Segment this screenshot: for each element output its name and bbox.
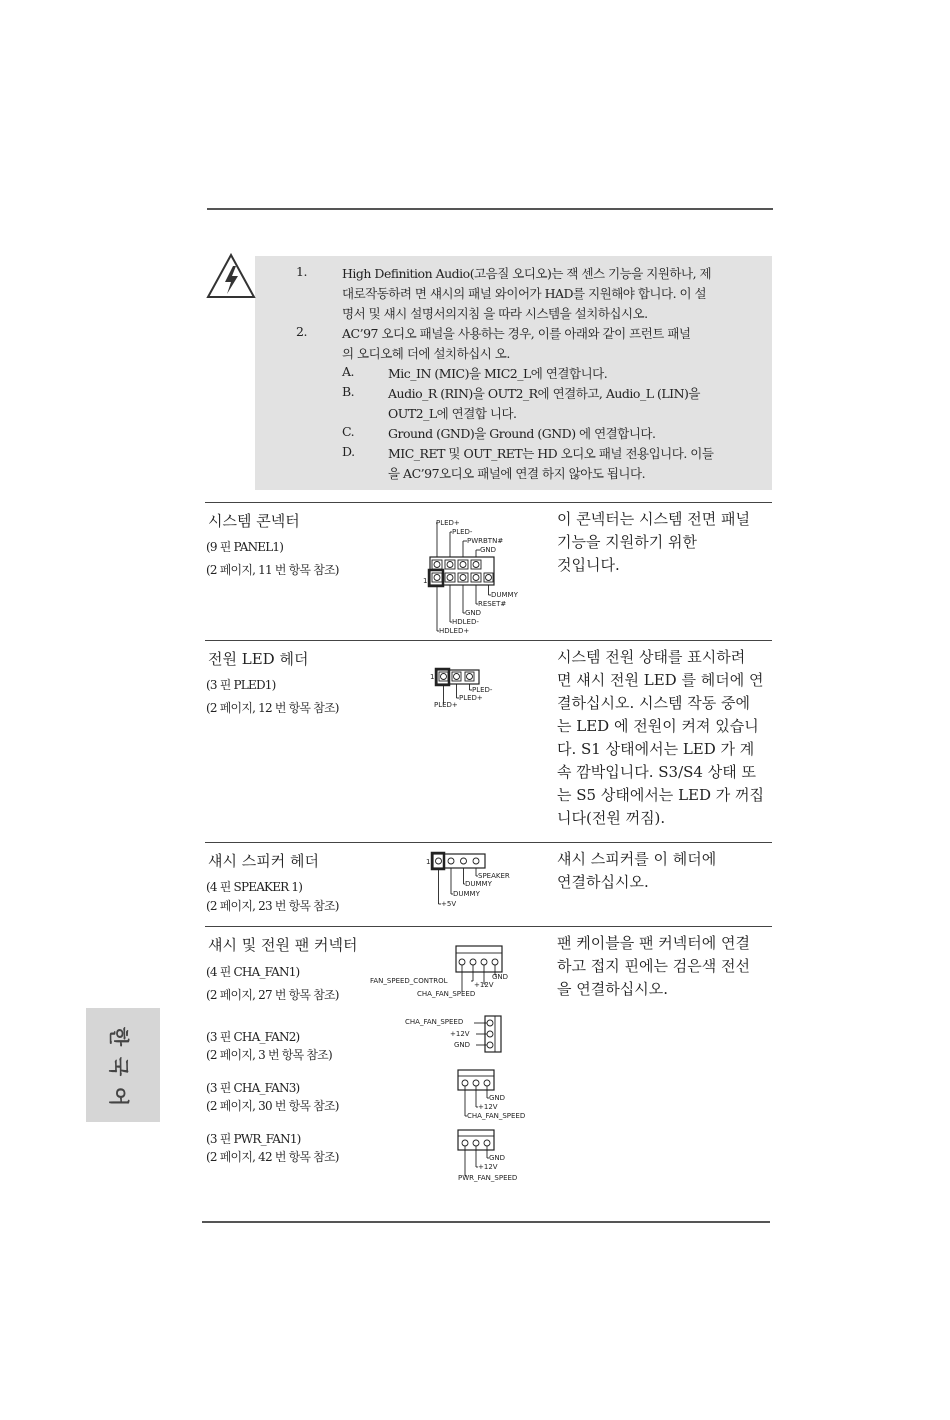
pin-label: SPEAKER [478,872,510,880]
pin-label: +12V [450,1030,470,1038]
pin-label: PWRBTN# [467,537,504,545]
panel1-header-diagram [420,512,540,636]
pin-label: RESET# [478,600,507,608]
note-line: High Definition Audio(고음질 오디오)는 잭 센스 기능을 지원하나, 제 [342,266,712,281]
desc-line: 하고 접지 핀에는 검은색 전선 [557,957,750,975]
pin-label: DUMMY [465,880,492,888]
pled1-header-diagram [430,668,510,714]
section-pin-info: (9 핀 PANEL1) [206,540,284,554]
fan-page-ref: (2 페이지, 3 번 항목 참조) [206,1048,332,1062]
note-line: MIC_RET 및 OUT_RET는 HD 오디오 패널 전용입니다. 이들 [388,446,714,461]
pin-label: GND [489,1154,506,1162]
note-line: Audio_R (RIN)을 OUT2_R에 연결하고, Audio_L (LIN)을 [388,386,700,401]
fan-page-ref: (2 페이지, 27 번 항목 참조) [206,988,339,1002]
section-title-power-led: 전원 LED 헤더 [208,650,309,668]
pin-label: CHA_FAN_SPEED [417,990,476,998]
desc-line: 것입니다. [557,556,620,574]
pin-label: PLED- [452,528,473,536]
section-page-ref: (2 페이지, 12 번 항목 참조) [206,701,339,715]
pin-label: +12V [478,1103,498,1111]
note-line: Ground (GND)을 Ground (GND) 에 연결합니다. [388,426,656,441]
note-sub-a: A. [342,364,355,379]
warning-icon [205,252,257,300]
fan-page-ref: (2 페이지, 42 번 항목 참조) [206,1150,339,1164]
pwr-fan1-diagram [455,1128,540,1186]
fan-page-ref: (2 페이지, 30 번 항목 참조) [206,1099,339,1113]
section-page-ref: (2 페이지, 11 번 항목 참조) [206,563,339,577]
desc-line: 속 깜박입니다. S3/S4 상태 또 [557,763,756,781]
pin-label: PLED+ [459,694,483,702]
pin-label: GND [492,973,509,981]
pin1-label: 1 [430,673,435,681]
section-divider [205,502,772,503]
pin-label: FAN_SPEED_CONTROL [370,977,448,985]
note-sub-b: B. [342,384,355,399]
cha-fan2-diagram [402,1014,512,1056]
section-divider [205,842,772,843]
fan-pin-info: (3 핀 PWR_FAN1) [206,1132,301,1146]
section-pin-info: (4 핀 SPEAKER 1) [206,880,303,894]
section-title-fan-connectors: 섀시 및 전원 팬 커넥터 [208,936,358,954]
section-title-system-panel: 시스템 콘넥터 [208,512,300,530]
note-line: OUT2_L에 연결합 니다. [388,406,517,421]
note-num-1: 1. [296,264,307,279]
pin-label: PLED+ [434,701,458,709]
language-side-tab [86,1008,160,1122]
section-pin-info: (3 핀 PLED1) [206,678,276,692]
pin-label: HDLED- [452,618,479,626]
side-tab-char: 어 [107,1086,132,1107]
section-divider [205,926,772,927]
note-line: 명서 및 섀시 설명서의지침 을 따라 시스템을 설치하십시오. [342,306,648,321]
desc-line: 팬 케이블을 팬 커넥터에 연결 [557,934,750,952]
desc-line: 면 섀시 전원 LED 를 헤더에 연 [557,671,764,689]
side-tab-char: 한 [107,1026,132,1047]
pin-label: GND [480,546,497,554]
desc-line: 을 연결하십시오. [557,980,668,998]
pin-label: CHA_FAN_SPEED [467,1112,526,1120]
cha-fan3-diagram [455,1068,540,1126]
section-description [557,646,764,830]
pin-label: PWR_FAN_SPEED [458,1174,518,1182]
desc-line: 연결하십시오. [557,873,649,891]
pin-label: CHA_FAN_SPEED [405,1018,464,1026]
fan-pin-info: (4 핀 CHA_FAN1) [206,965,300,979]
note-line: 을 AC’97오디오 패널에 연결 하지 않아도 됩니다. [388,466,646,481]
side-tab-char: 국 [107,1056,132,1077]
pin-label: +12V [478,1163,498,1171]
note-line: 의 오디오헤 더에 설치하십시 오. [342,346,510,361]
section-page-ref: (2 페이지, 23 번 항목 참조) [206,899,339,913]
pin-label: GND [465,609,482,617]
desc-line: 섀시 스피커를 이 헤더에 [557,850,717,868]
desc-line: 결하십시오. 시스템 작동 중에 [557,694,750,712]
pin-label: PLED- [472,686,493,694]
pin-label: DUMMY [491,591,518,599]
pin-label: GND [489,1094,506,1102]
pin1-label: 1 [426,858,431,866]
note-num-2: 2. [296,324,307,339]
section-description [557,932,750,1001]
desc-line: 니다(전원 꺼짐). [557,809,666,827]
desc-line: 이 콘넥터는 시스템 전면 패널 [557,510,750,528]
note-sub-d: D. [342,444,355,459]
pin-label: PLED+ [436,519,460,527]
note-line: 대로작동하려 면 섀시의 패널 와이어가 HAD를 지원해야 합니다. 이 설 [342,286,707,301]
desc-line: 다. S1 상태에서는 LED 가 계 [557,740,755,758]
section-description [557,508,750,577]
top-rule [207,208,773,210]
bottom-rule [202,1221,770,1223]
section-title-speaker: 섀시 스피커 헤더 [208,852,319,870]
desc-line: 기능을 지원하기 위한 [557,533,697,551]
pin-label: DUMMY [453,890,480,898]
pin-label: HDLED+ [439,627,470,635]
fan-pin-info: (3 핀 CHA_FAN2) [206,1030,300,1044]
speaker1-header-diagram [425,852,520,914]
note-line: AC’97 오디오 패널을 사용하는 경우, 이를 아래와 같이 프런트 패널 [342,326,691,341]
pin-label: +12V [474,981,494,989]
note-sub-c: C. [342,424,355,439]
pin-label: GND [454,1041,471,1049]
cha-fan1-diagram [368,944,528,1002]
pin-label: +5V [441,900,457,908]
pin1-label: 1 [423,577,428,585]
desc-line: 는 S5 상태에서는 LED 가 꺼집 [557,786,765,804]
section-description [557,848,716,894]
fan-pin-info: (3 핀 CHA_FAN3) [206,1081,300,1095]
desc-line: 는 LED 에 전원이 켜져 있습니 [557,717,759,735]
note-line: Mic_IN (MIC)을 MIC2_L에 연결합니다. [388,366,608,381]
section-divider [205,640,772,641]
desc-line: 시스템 전원 상태를 표시하려 [557,648,746,666]
